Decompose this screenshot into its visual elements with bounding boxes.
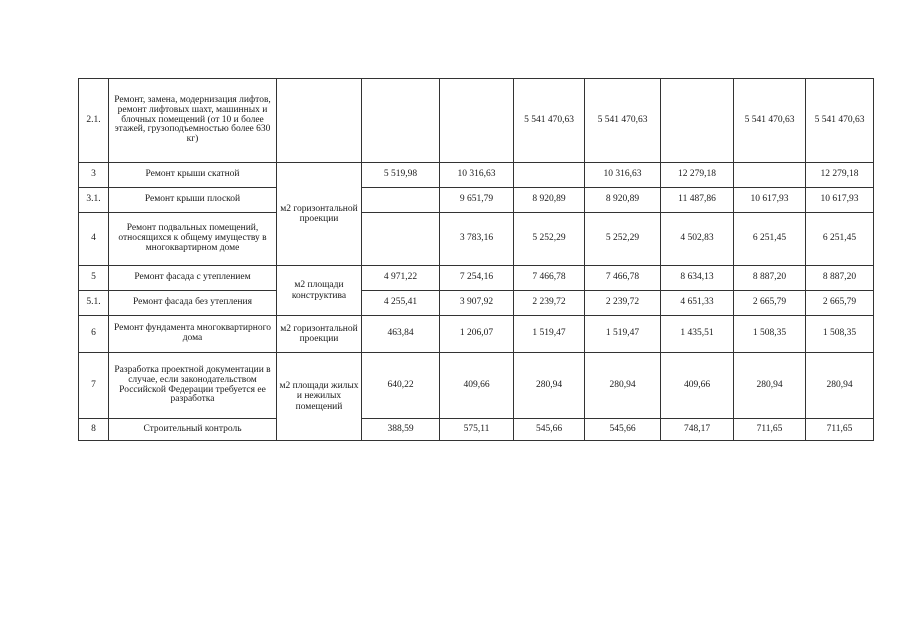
value-cell: 2 665,79	[806, 291, 874, 316]
value-cell: 5 519,98	[362, 163, 440, 188]
value-cell: 4 255,41	[362, 291, 440, 316]
value-cell: 748,17	[661, 419, 734, 441]
value-cell: 11 487,86	[661, 188, 734, 213]
value-cell: 575,11	[440, 419, 514, 441]
row-number: 5	[79, 266, 109, 291]
unit-foundation: м2 горизонтальной проекции	[280, 323, 358, 344]
value-cell: 8 920,89	[585, 188, 661, 213]
value-cell: 10 316,63	[440, 163, 514, 188]
value-cell: 5 541 470,63	[514, 79, 585, 163]
table-row	[79, 163, 874, 188]
unit-cell	[277, 79, 362, 163]
table-row	[79, 79, 874, 163]
work-name: Ремонт подвальных помещений, относящихся к общему имуществу в многоквартирном доме	[109, 213, 277, 266]
table-row	[79, 291, 874, 316]
work-name: Строительный контроль	[109, 419, 277, 441]
value-cell: 280,94	[514, 353, 585, 419]
value-cell: 5 541 470,63	[734, 79, 806, 163]
row-number: 6	[79, 316, 109, 353]
value-cell: 2 239,72	[514, 291, 585, 316]
value-cell	[734, 163, 806, 188]
value-cell: 9 651,79	[440, 188, 514, 213]
unit-cell	[277, 163, 362, 266]
value-cell: 1 519,47	[514, 316, 585, 353]
value-cell: 280,94	[585, 353, 661, 419]
row-number: 5.1.	[79, 291, 109, 316]
unit-cell	[277, 266, 362, 316]
value-cell	[514, 163, 585, 188]
value-cell: 3 783,16	[440, 213, 514, 266]
value-cell: 12 279,18	[661, 163, 734, 188]
value-cell: 10 316,63	[585, 163, 661, 188]
value-cell: 1 508,35	[734, 316, 806, 353]
work-name: Ремонт крыши плоской	[109, 188, 277, 213]
row-number: 4	[79, 213, 109, 266]
value-cell: 388,59	[362, 419, 440, 441]
value-cell	[362, 79, 440, 163]
row-number: 7	[79, 353, 109, 419]
table-row	[79, 316, 874, 353]
value-cell: 7 466,78	[585, 266, 661, 291]
value-cell: 5 252,29	[585, 213, 661, 266]
work-name: Ремонт, замена, модернизация лифтов, ремонт лифтовых шахт, машинных и блочных помещений (от 10 и более этажей, грузоподъемностью более 630 кг)	[109, 79, 277, 163]
value-cell: 711,65	[734, 419, 806, 441]
value-cell: 463,84	[362, 316, 440, 353]
value-cell: 1 508,35	[806, 316, 874, 353]
unit-premises: м2 площади жилых и нежилых помещений	[279, 380, 359, 412]
row-number: 3.1.	[79, 188, 109, 213]
work-name: Ремонт фундамента многоквартирного дома	[109, 316, 277, 353]
value-cell: 545,66	[514, 419, 585, 441]
value-cell: 4 971,22	[362, 266, 440, 291]
value-cell: 8 887,20	[734, 266, 806, 291]
value-cell: 409,66	[661, 353, 734, 419]
table-row	[79, 419, 874, 441]
unit-roof: м2 горизонтальной проекции	[280, 203, 358, 224]
value-cell	[440, 79, 514, 163]
value-cell: 4 502,83	[661, 213, 734, 266]
value-cell: 409,66	[440, 353, 514, 419]
value-cell: 4 651,33	[661, 291, 734, 316]
value-cell: 7 254,16	[440, 266, 514, 291]
value-cell: 5 541 470,63	[585, 79, 661, 163]
value-cell: 8 634,13	[661, 266, 734, 291]
value-cell: 2 665,79	[734, 291, 806, 316]
value-cell: 5 541 470,63	[806, 79, 874, 163]
value-cell: 12 279,18	[806, 163, 874, 188]
table-row	[79, 188, 874, 213]
work-name: Ремонт крыши скатной	[109, 163, 277, 188]
unit-cell	[277, 353, 362, 441]
value-cell: 10 617,93	[734, 188, 806, 213]
value-cell: 3 907,92	[440, 291, 514, 316]
table-row	[79, 353, 874, 419]
value-cell: 711,65	[806, 419, 874, 441]
work-name: Разработка проектной документации в случае, если законодательством Российской Федерации требуется ее разработка	[109, 353, 277, 419]
value-cell: 280,94	[806, 353, 874, 419]
value-cell: 1 519,47	[585, 316, 661, 353]
table-row	[79, 266, 874, 291]
work-name: Ремонт фасада без утепления	[109, 291, 277, 316]
work-name: Ремонт фасада с утеплением	[109, 266, 277, 291]
value-cell	[661, 79, 734, 163]
value-cell: 640,22	[362, 353, 440, 419]
value-cell: 545,66	[585, 419, 661, 441]
value-cell: 8 920,89	[514, 188, 585, 213]
value-cell: 8 887,20	[806, 266, 874, 291]
value-cell: 10 617,93	[806, 188, 874, 213]
value-cell: 1 206,07	[440, 316, 514, 353]
value-cell	[362, 213, 440, 266]
row-number: 2.1.	[79, 79, 109, 163]
value-cell: 6 251,45	[734, 213, 806, 266]
unit-facade: м2 площади конструктива	[291, 280, 347, 301]
cost-table	[78, 78, 874, 441]
unit-cell	[277, 316, 362, 353]
value-cell: 5 252,29	[514, 213, 585, 266]
value-cell: 2 239,72	[585, 291, 661, 316]
value-cell: 280,94	[734, 353, 806, 419]
value-cell: 7 466,78	[514, 266, 585, 291]
row-number: 8	[79, 419, 109, 441]
value-cell: 6 251,45	[806, 213, 874, 266]
value-cell	[362, 188, 440, 213]
row-number: 3	[79, 163, 109, 188]
table-row	[79, 213, 874, 266]
value-cell: 1 435,51	[661, 316, 734, 353]
